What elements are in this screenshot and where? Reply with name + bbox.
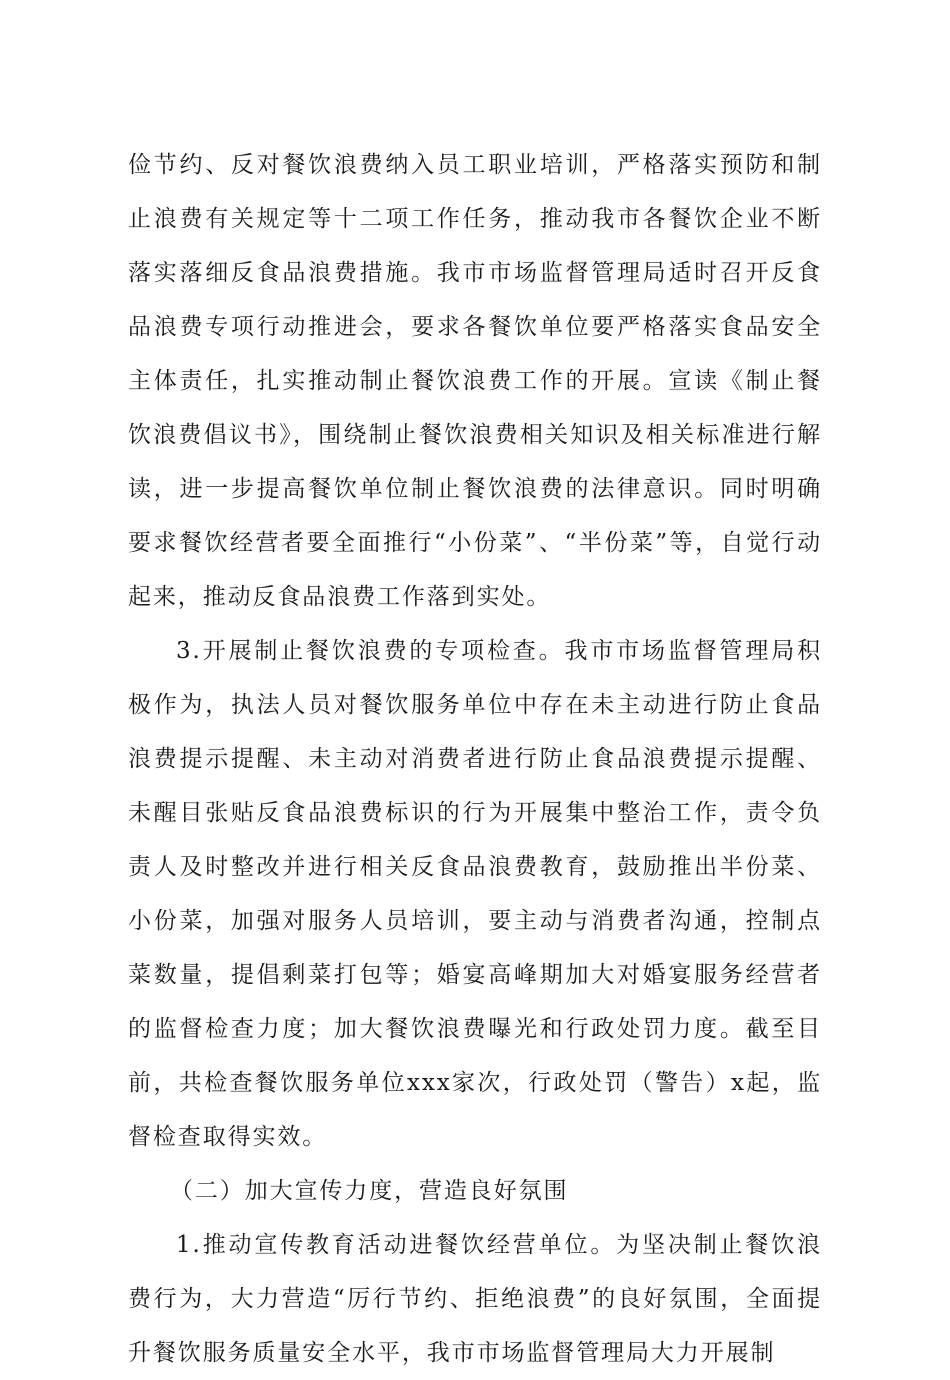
section-heading: （二）加大宣传力度，营造良好氛围 (170, 1178, 569, 1204)
document-body (128, 138, 822, 1380)
paragraph-continuation: 俭节约、反对餐饮浪费纳入员工职业培训，严格落实预防和制止浪费有关规定等十二项工作任务，推动我市各餐饮企业不断落实落细反食品浪费措施。我市市场监督管理局适时召开反食品浪费专项行动推进会，要求各餐饮单位要严格落实食品安全主体责任，扎实推动制止餐饮浪费工作的开展。宣读《制止餐饮浪费倡议书》，围绕制止餐饮浪费相关知识及相关标准进行解读，进一步提高餐饮单位制止餐饮浪费的法律意识。同时明确要求餐饮经营者要全面推行“小份菜”、“半份菜”等，自觉行动起来，推动反食品浪费工作落到实处。 (128, 152, 822, 610)
paragraph-special-inspection: 3.开展制止餐饮浪费的专项检查。我市市场监督管理局积极作为，执法人员对餐饮服务单位中存在未主动进行防止食品浪费提示提醒、未主动对消费者进行防止食品浪费提示提醒、未醒目张贴反食品浪费标识的行为开展集中整治工作，责令负责人及时整改并进行相关反食品浪费教育，鼓励推出半份菜、小份菜，加强对服务人员培训，要主动与消费者沟通，控制点菜数量，提倡剩菜打包等；婚宴高峰期加大对婚宴服务经营者的监督检查力度；加大餐饮浪费曝光和行政处罚力度。截至目前，共检查餐饮服务单位xxx家次，行政处罚（警告）x起，监督检查取得实效。 (128, 638, 822, 1150)
paragraph-publicity-education: 1.推动宣传教育活动进餐饮经营单位。为坚决制止餐饮浪费行为，大力营造“厉行节约、拒绝浪费”的良好氛围，全面提升餐饮服务质量安全水平，我市市场监督管理局大力开展制 (128, 1232, 822, 1366)
